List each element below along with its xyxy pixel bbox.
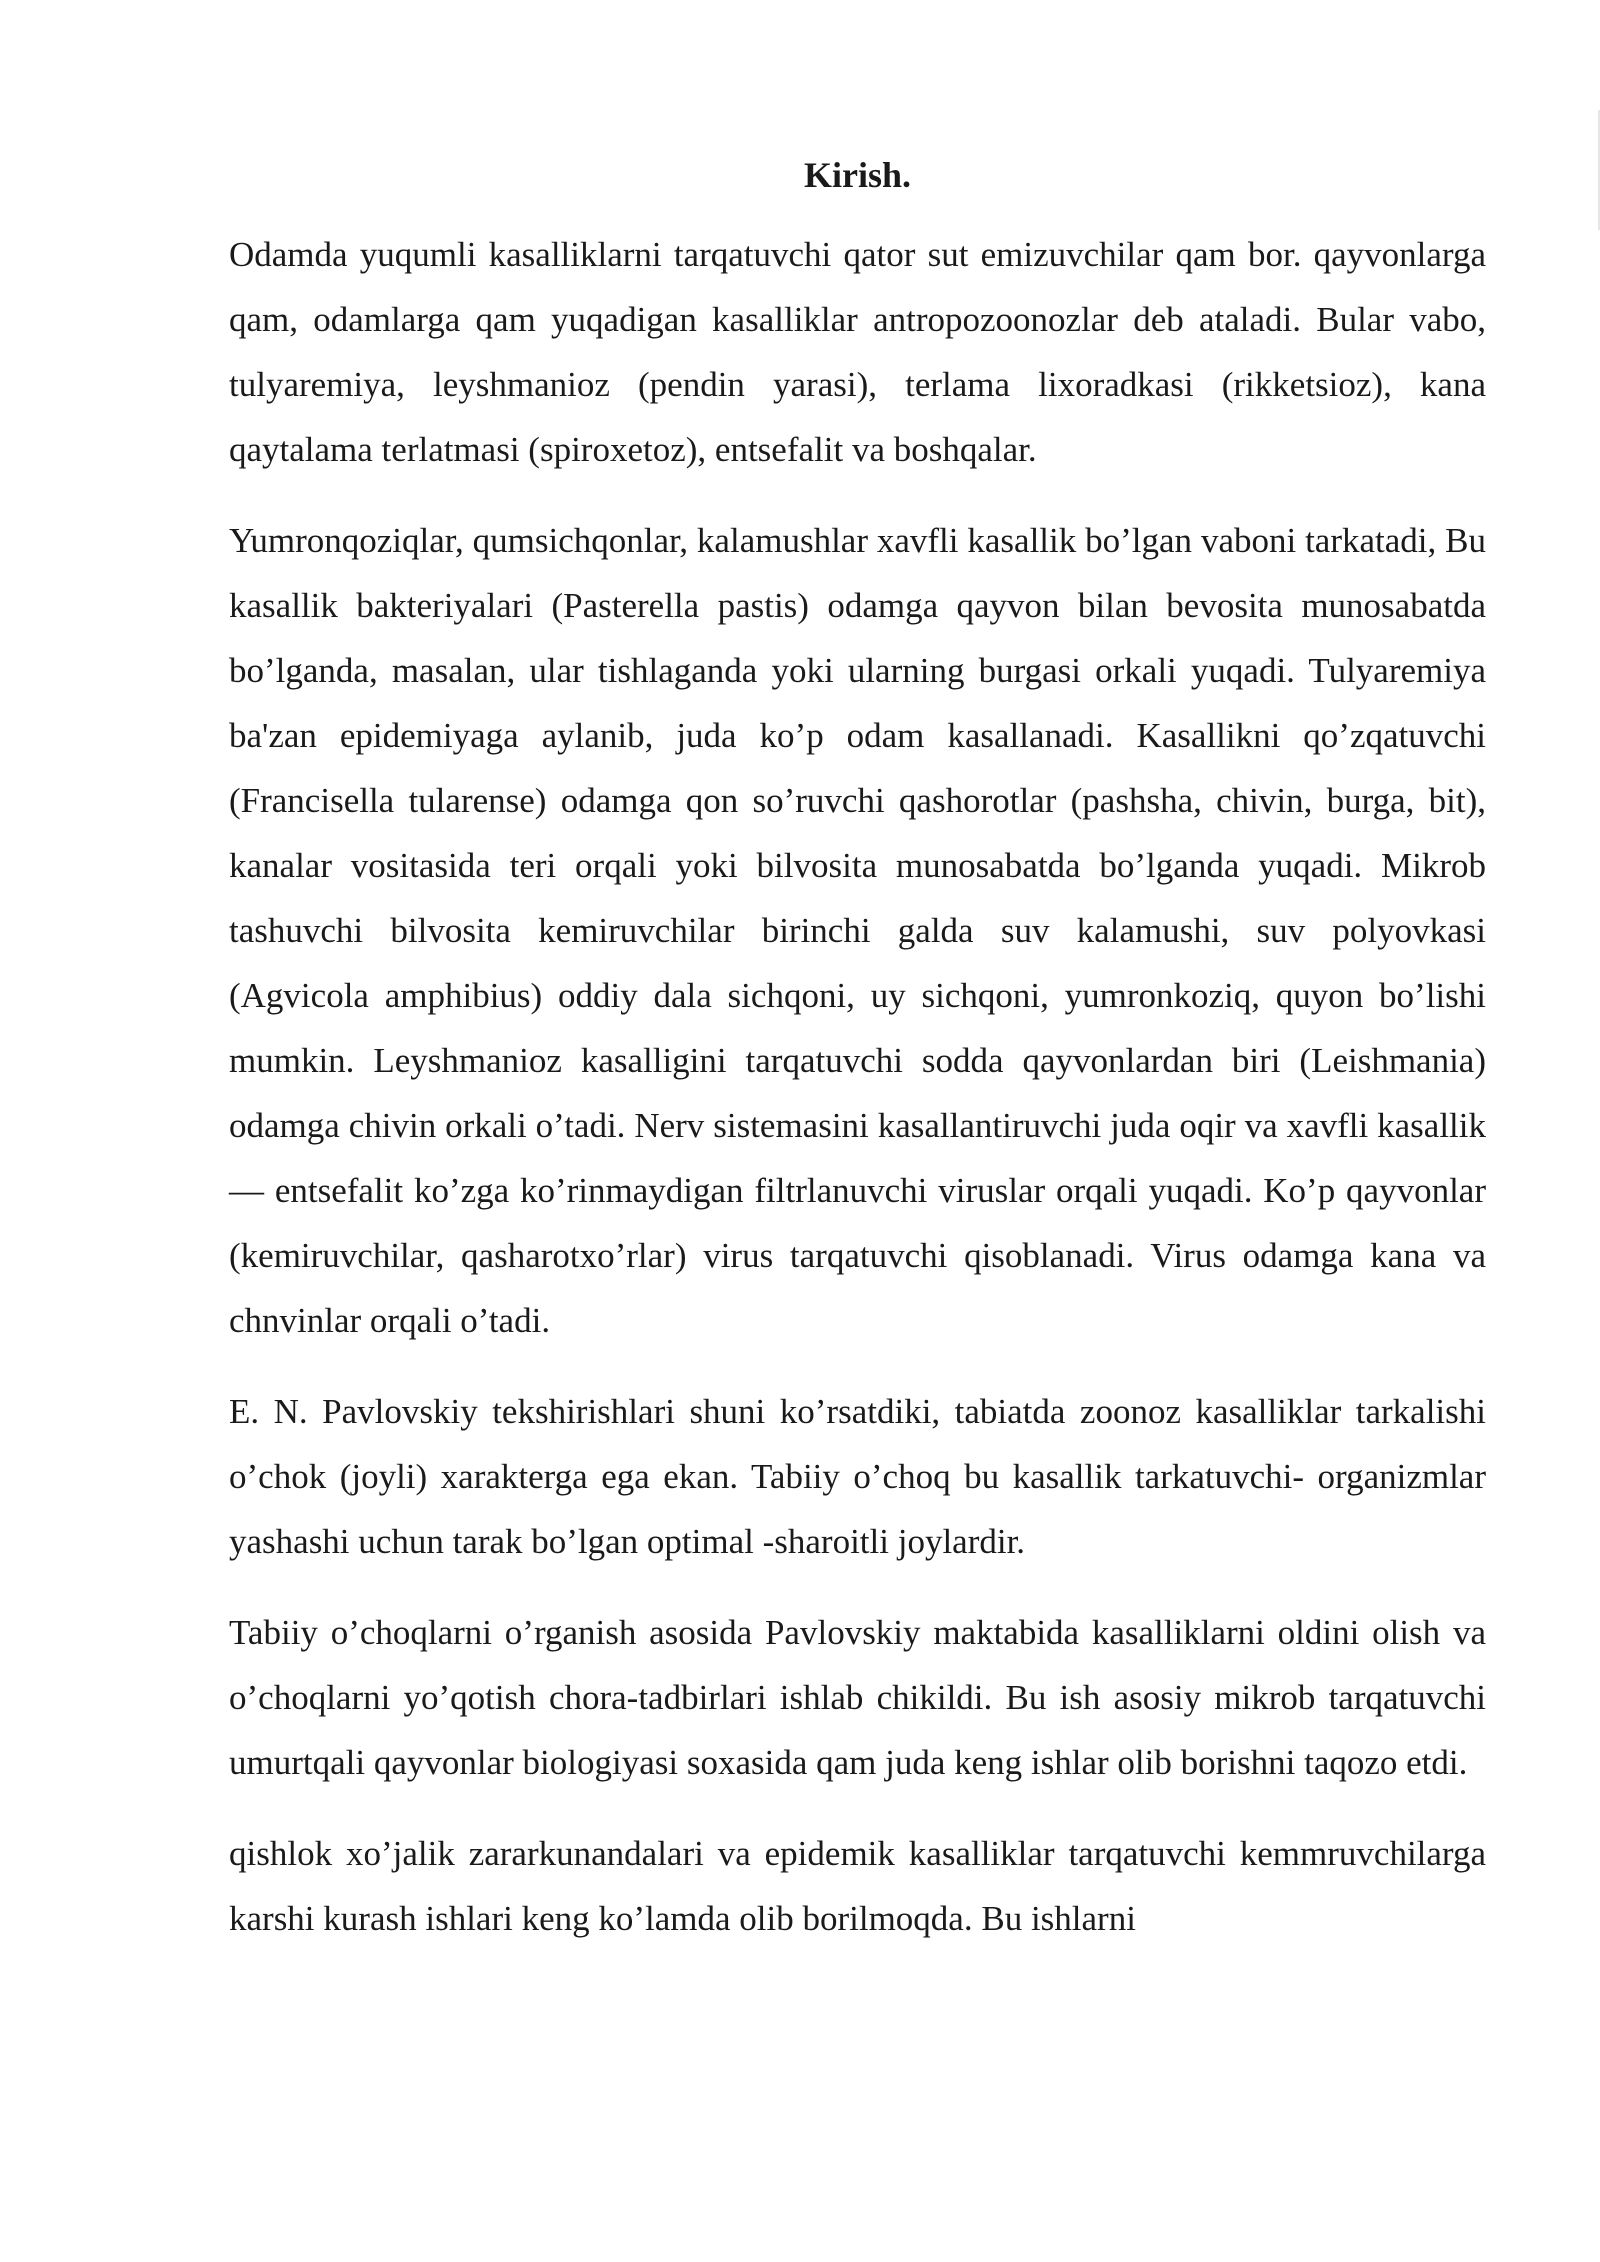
document-body <box>229 150 1486 1977</box>
paragraph-1: Odamda yuqumli kasalliklarni tarqatuvchi qator sut emizuvchilar qam bor. qayvonlarga qam, odamlarga qam yuqadigan kasalliklar antropozoonozlar deb ataladi. Bular vabo, tulyaremiya, leyshmanioz (pendin yarasi), terlama lixoradkasi (rikketsioz), kana qaytalama terlatmasi (spiroxetoz), entsefalit va boshqalar. <box>229 235 1486 469</box>
paragraph-5: qishlok xo’jalik zararkunandalari va epidemik kasalliklar tarqatuvchi kemmruvchilarga karshi kurash ishlari keng ko’lamda olib borilmoqda. Bu ishlarni <box>229 1834 1486 1938</box>
paragraph-4: Tabiiy o’choqlarni o’rganish asosida Pavlovskiy maktabida kasalliklarni oldini olish va o’choqlarni yo’qotish chora-tadbirlari ishlab chikildi. Bu ish asosiy mikrob tarqatuvchi umurtqali qayvonlar biologiyasi soxasida qam juda keng ishlar olib borishni taqozo etdi. <box>229 1613 1486 1782</box>
paragraph-3: E. N. Pavlovskiy tekshirishlari shuni ko’rsatdiki, tabiatda zoonoz kasalliklar tarkalishi o’chok (joyli) xarakterga ega ekan. Tabiiy o’choq bu kasallik tarkatuvchi- organizmlar yashashi uchun tarak bo’lgan optimal -sharoitli joylardir. <box>229 1392 1486 1561</box>
paragraph-2: Yumronqoziqlar, qumsichqonlar, kalamushlar xavfli kasallik bo’lgan vaboni tarkatadi, Bu kasallik bakteriyalari (Pasterella pastis) odamga qayvon bilan bevosita munosabatda bo’lganda, masalan, ular tishlaganda yoki ularning burgasi orkali yuqadi. Tulyaremiya ba'zan epidemiyaga aylanib, juda ko’p odam kasallanadi. Kasallikni qo’zqatuvchi (Francisella tularense) odamga qon so’ruvchi qashorotlar (pashsha, chivin, burga, bit), kanalar vositasida teri orqali yoki bilvosita munosabatda bo’lganda yuqadi. Mikrob tashuvchi bilvosita kemiruvchilar birinchi galda suv kalamushi, suv polyovkasi (Agvicola amphibius) oddiy dala sichqoni, uy sichqoni, yumronkoziq, quyon bo’lishi mumkin. Leyshmanioz kasalligini tarqatuvchi sodda qayvonlardan biri (Leishmania) odamga chivin orkali o’tadi. Nerv sistemasini kasallantiruvchi juda oqir va xavfli kasallik — entsefalit ko’zga ko’rinmaydigan filtrlanuvchi viruslar orqali yuqadi. Ko’p qayvonlar (kemiruvchilar, qasharotxo’rlar) virus tarqatuvchi qisoblanadi. Virus odamga kana va chnvinlar orqali o’tadi. <box>229 521 1486 1340</box>
document-title: Kirish. <box>803 155 911 195</box>
